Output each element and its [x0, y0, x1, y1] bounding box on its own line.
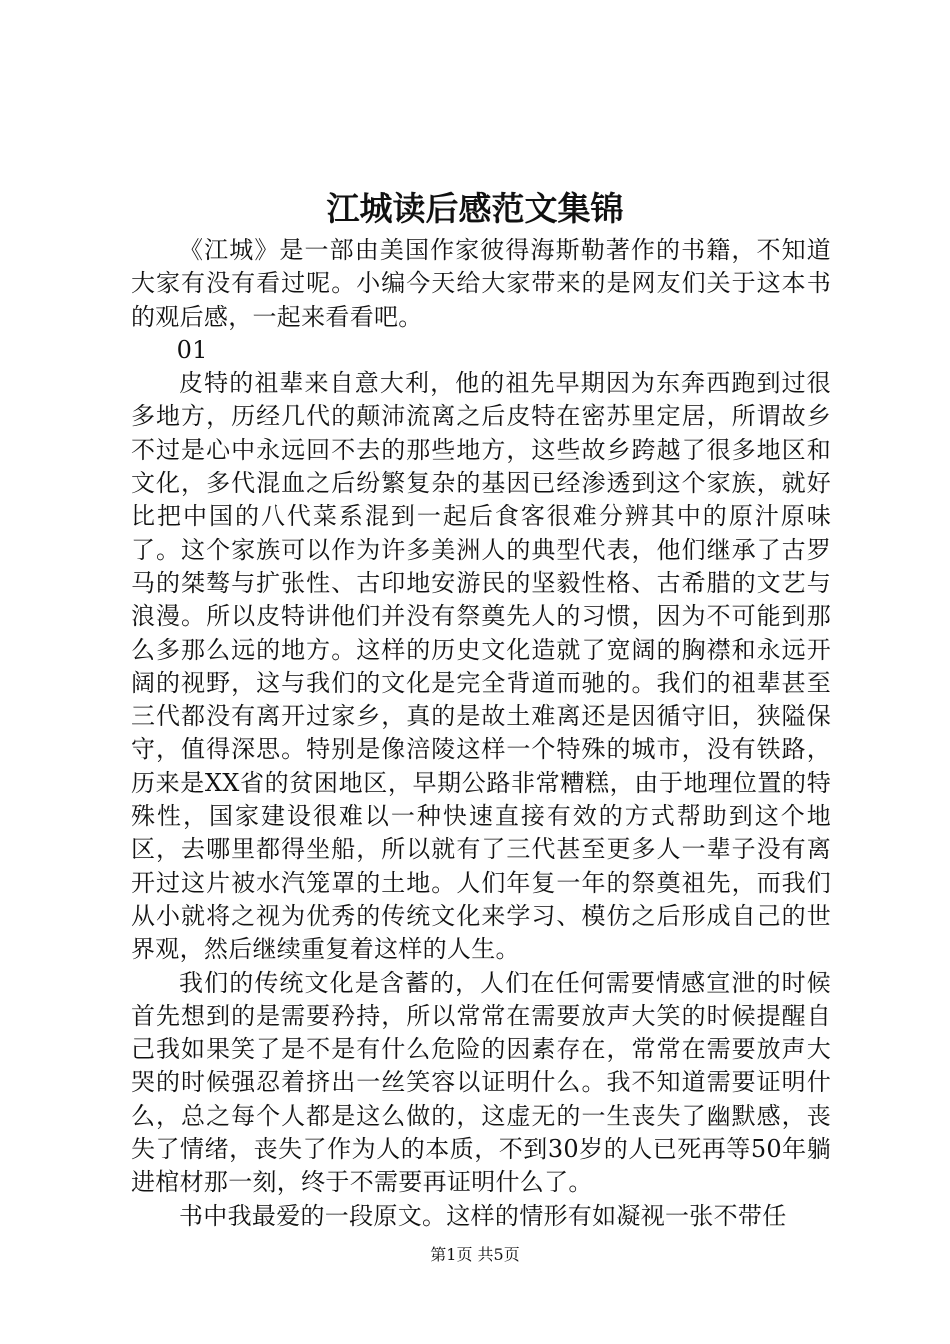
paragraph: 书中我最爱的一段原文。这样的情形有如凝视一张不带任 — [179, 1201, 787, 1230]
document-body — [131, 234, 831, 1233]
paragraph: 皮特的祖辈来自意大利，他的祖先早期因为东奔西跑到过很多地方，历经几代的颠沛流离之后皮特在密苏里定居，所谓故乡不过是心中永远回不去的那些地方，这些故乡跨越了很多地区和文化，多代混血之后纷繁复杂的基因已经渗透到这个家族，就好比把中国的八代菜系混到一起后食客很难分辨其中的原汁原味了。这个家族可以作为许多美洲人的典型代表，他们继承了古罗马的桀骜与扩张性、古印地安游民的坚毅性格、古希腊的文艺与浪漫。所以皮特讲他们并没有祭奠先人的习惯，因为不可能到那么多那么远的地方。这样的历史文化造就了宽阔的胸襟和永远开阔的视野，这与我们的文化是完全背道而驰的。我们的祖辈甚至三代都没有离开过家乡，真的是故土难离还是因循守旧，狭隘保守，值得深思。特别是像涪陵这样一个特殊的城市，没有铁路，历来是XX省的贫困地区，早期公路非常糟糕，由于地理位置的特殊性，国家建设很难以一种快速直接有效的方式帮助到这个地区，去哪里都得坐船，所以就有了三代甚至更多人一辈子没有离开过这片被水汽笼罩的土地。人们年复一年的祭奠祖先，而我们从小就将之视为优秀的传统文化来学习、模仿之后形成自己的世界观，然后继续重复着这样的人生。 — [131, 369, 831, 964]
page-title: 江城读后感范文集锦 — [326, 189, 624, 228]
page-footer: 第1页 共5页 — [430, 1245, 520, 1264]
paragraph: 我们的传统文化是含蓄的，人们在任何需要情感宣泄的时候首先想到的是需要矜持，所以常常在需要放声大笑的时候提醒自己我如果笑了是不是有什么危险的因素存在，常常在需要放声大哭的时候强忍着挤出一丝笑容以证明什么。我不知道需要证明什么，总之每个人都是这么做的，这虚无的一生丧失了幽默感，丧失了情绪，丧失了作为人的本质，不到30岁的人已死再等50年躺进棺材那一刻，终于不需要再证明什么了。 — [131, 968, 831, 1197]
section-number: 01 — [176, 335, 208, 364]
paragraph-intro: 《江城》是一部由美国作家彼得海斯勒著作的书籍，不知道大家有没有看过呢。小编今天给大家带来的是网友们关于这本书的观后感，一起来看看吧。 — [131, 236, 831, 331]
